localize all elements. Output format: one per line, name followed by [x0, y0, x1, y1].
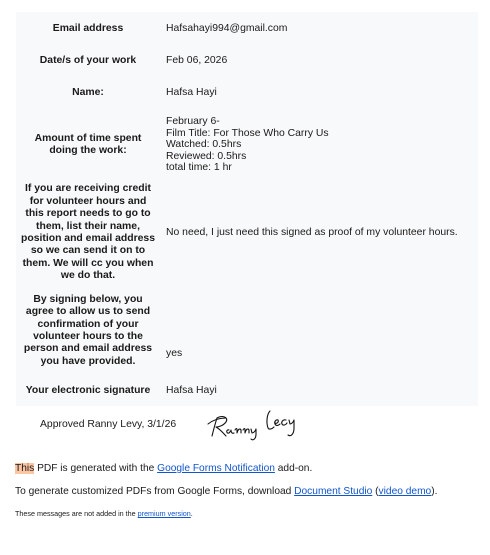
footer-text: add-on.: [274, 463, 313, 474]
handwritten-signature: [204, 406, 304, 444]
field-value: yes: [166, 348, 183, 360]
video-demo-link[interactable]: video demo: [378, 486, 432, 497]
footer-download-note: [15, 486, 437, 497]
footer-text: .: [190, 509, 193, 518]
field-label: If you are receiving credit for volunteer hours and this report needs to go to them, list their name, position and email address so we can send it on to them. We will cc you when we do that.: [21, 183, 155, 282]
footer-text: ).: [431, 486, 438, 497]
field-label: Email address: [52, 22, 124, 34]
row-consent: [16, 286, 478, 376]
row-name: [16, 76, 478, 110]
footer-text: PDF is generated with the: [34, 463, 158, 474]
row-time-spent: [16, 110, 478, 180]
footer-text: These messages are not added in the: [15, 509, 138, 518]
premium-version-link[interactable]: premium version: [137, 509, 191, 518]
field-label: Your electronic signature: [25, 384, 151, 396]
footer-generated-note: [15, 463, 312, 474]
footer-text: (: [372, 486, 379, 497]
document-studio-link[interactable]: Document Studio: [294, 486, 373, 497]
field-value: Hafsahayi994@gmail.com: [166, 23, 288, 35]
field-value: Feb 06, 2026: [166, 55, 228, 67]
field-value: Hafsa Hayi: [166, 385, 217, 397]
field-label: Name:: [72, 86, 104, 98]
field-label: By signing below, you agree to allow us to send confirmation of your volunteer hours to the person and email address you have provided.: [23, 293, 153, 367]
row-credit-recipient: [16, 180, 478, 286]
footer-text: To generate customized PDFs from Google Forms, download: [15, 486, 295, 497]
row-email: [16, 12, 478, 46]
row-date: [16, 46, 478, 76]
row-electronic-signature: [16, 376, 478, 406]
footer-premium-note: [15, 509, 193, 518]
approval-note: Approved Ranny Levy, 3/1/26: [40, 419, 177, 430]
field-label: Date/s of your work: [39, 54, 137, 66]
field-value: No need, I just need this signed as proof of my volunteer hours.: [166, 227, 458, 239]
google-forms-notification-link[interactable]: Google Forms Notification: [157, 463, 275, 474]
field-label: Amount of time spent doing the work:: [34, 132, 142, 156]
highlighted-word: This: [15, 463, 35, 474]
field-value: Hafsa Hayi: [166, 87, 217, 99]
form-responses-table: [16, 12, 478, 406]
field-value: February 6- Film Title: For Those Who Carry Us Watched: 0.5hrs Reviewed: 0.5hrs total time: 1 hr: [166, 116, 329, 174]
